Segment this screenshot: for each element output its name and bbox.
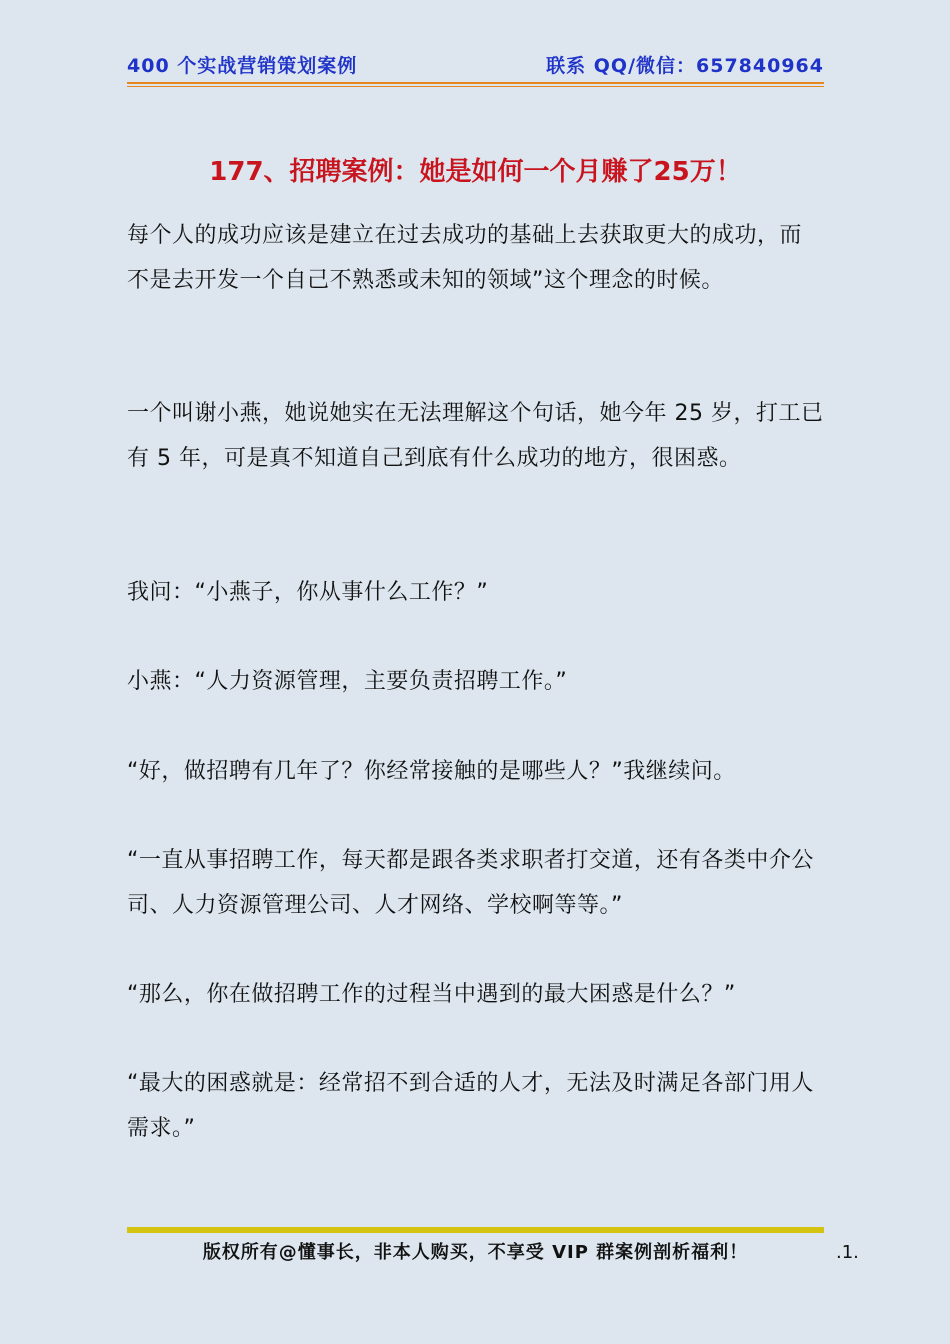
footer-copyright: 版权所有@懂事长，非本人购买，不享受 VIP 群案例剖析福利！ [202,1242,749,1263]
page-number: .1. [836,1242,859,1263]
footer-divider [127,1227,824,1233]
header-divider [127,82,824,84]
header-divider-thin [127,86,824,87]
paragraph: “最大的困惑就是：经常招不到合适的人才，无法及时满足各部门用人需求。” [127,1071,814,1141]
paragraph: “那么，你在做招聘工作的过程当中遇到的最大困惑是什么？” [127,982,736,1007]
article-title: 177、招聘案例：她是如何一个月赚了25万！ [209,157,742,187]
paragraph: 我问：“小燕子，你从事什么工作？” [127,580,489,605]
header-contact-text: 联系 QQ/微信：657840964 [546,55,824,77]
header-bar [127,52,824,80]
paragraph: “一直从事招聘工作，每天都是跟各类求职者打交道，还有各类中介公司、人力资源管理公司、人才网络、学校啊等等。” [127,848,814,918]
paragraph: 小燕：“人力资源管理，主要负责招聘工作。” [127,669,568,694]
header-left-text: 400 个实战营销策划案例 [127,55,358,77]
paragraph: 一个叫谢小燕，她说她实在无法理解这个句话，她今年 25 岁，打工已有 5 年，可是真不知道自己到底有什么成功的地方，很困惑。 [127,401,824,471]
paragraph: 每个人的成功应该是建立在过去成功的基础上去获取更大的成功，而不是去开发一个自己不熟悉或未知的领域”这个理念的时候。 [127,223,803,293]
paragraph: “好，做招聘有几年了？你经常接触的是哪些人？”我继续问。 [127,759,736,784]
